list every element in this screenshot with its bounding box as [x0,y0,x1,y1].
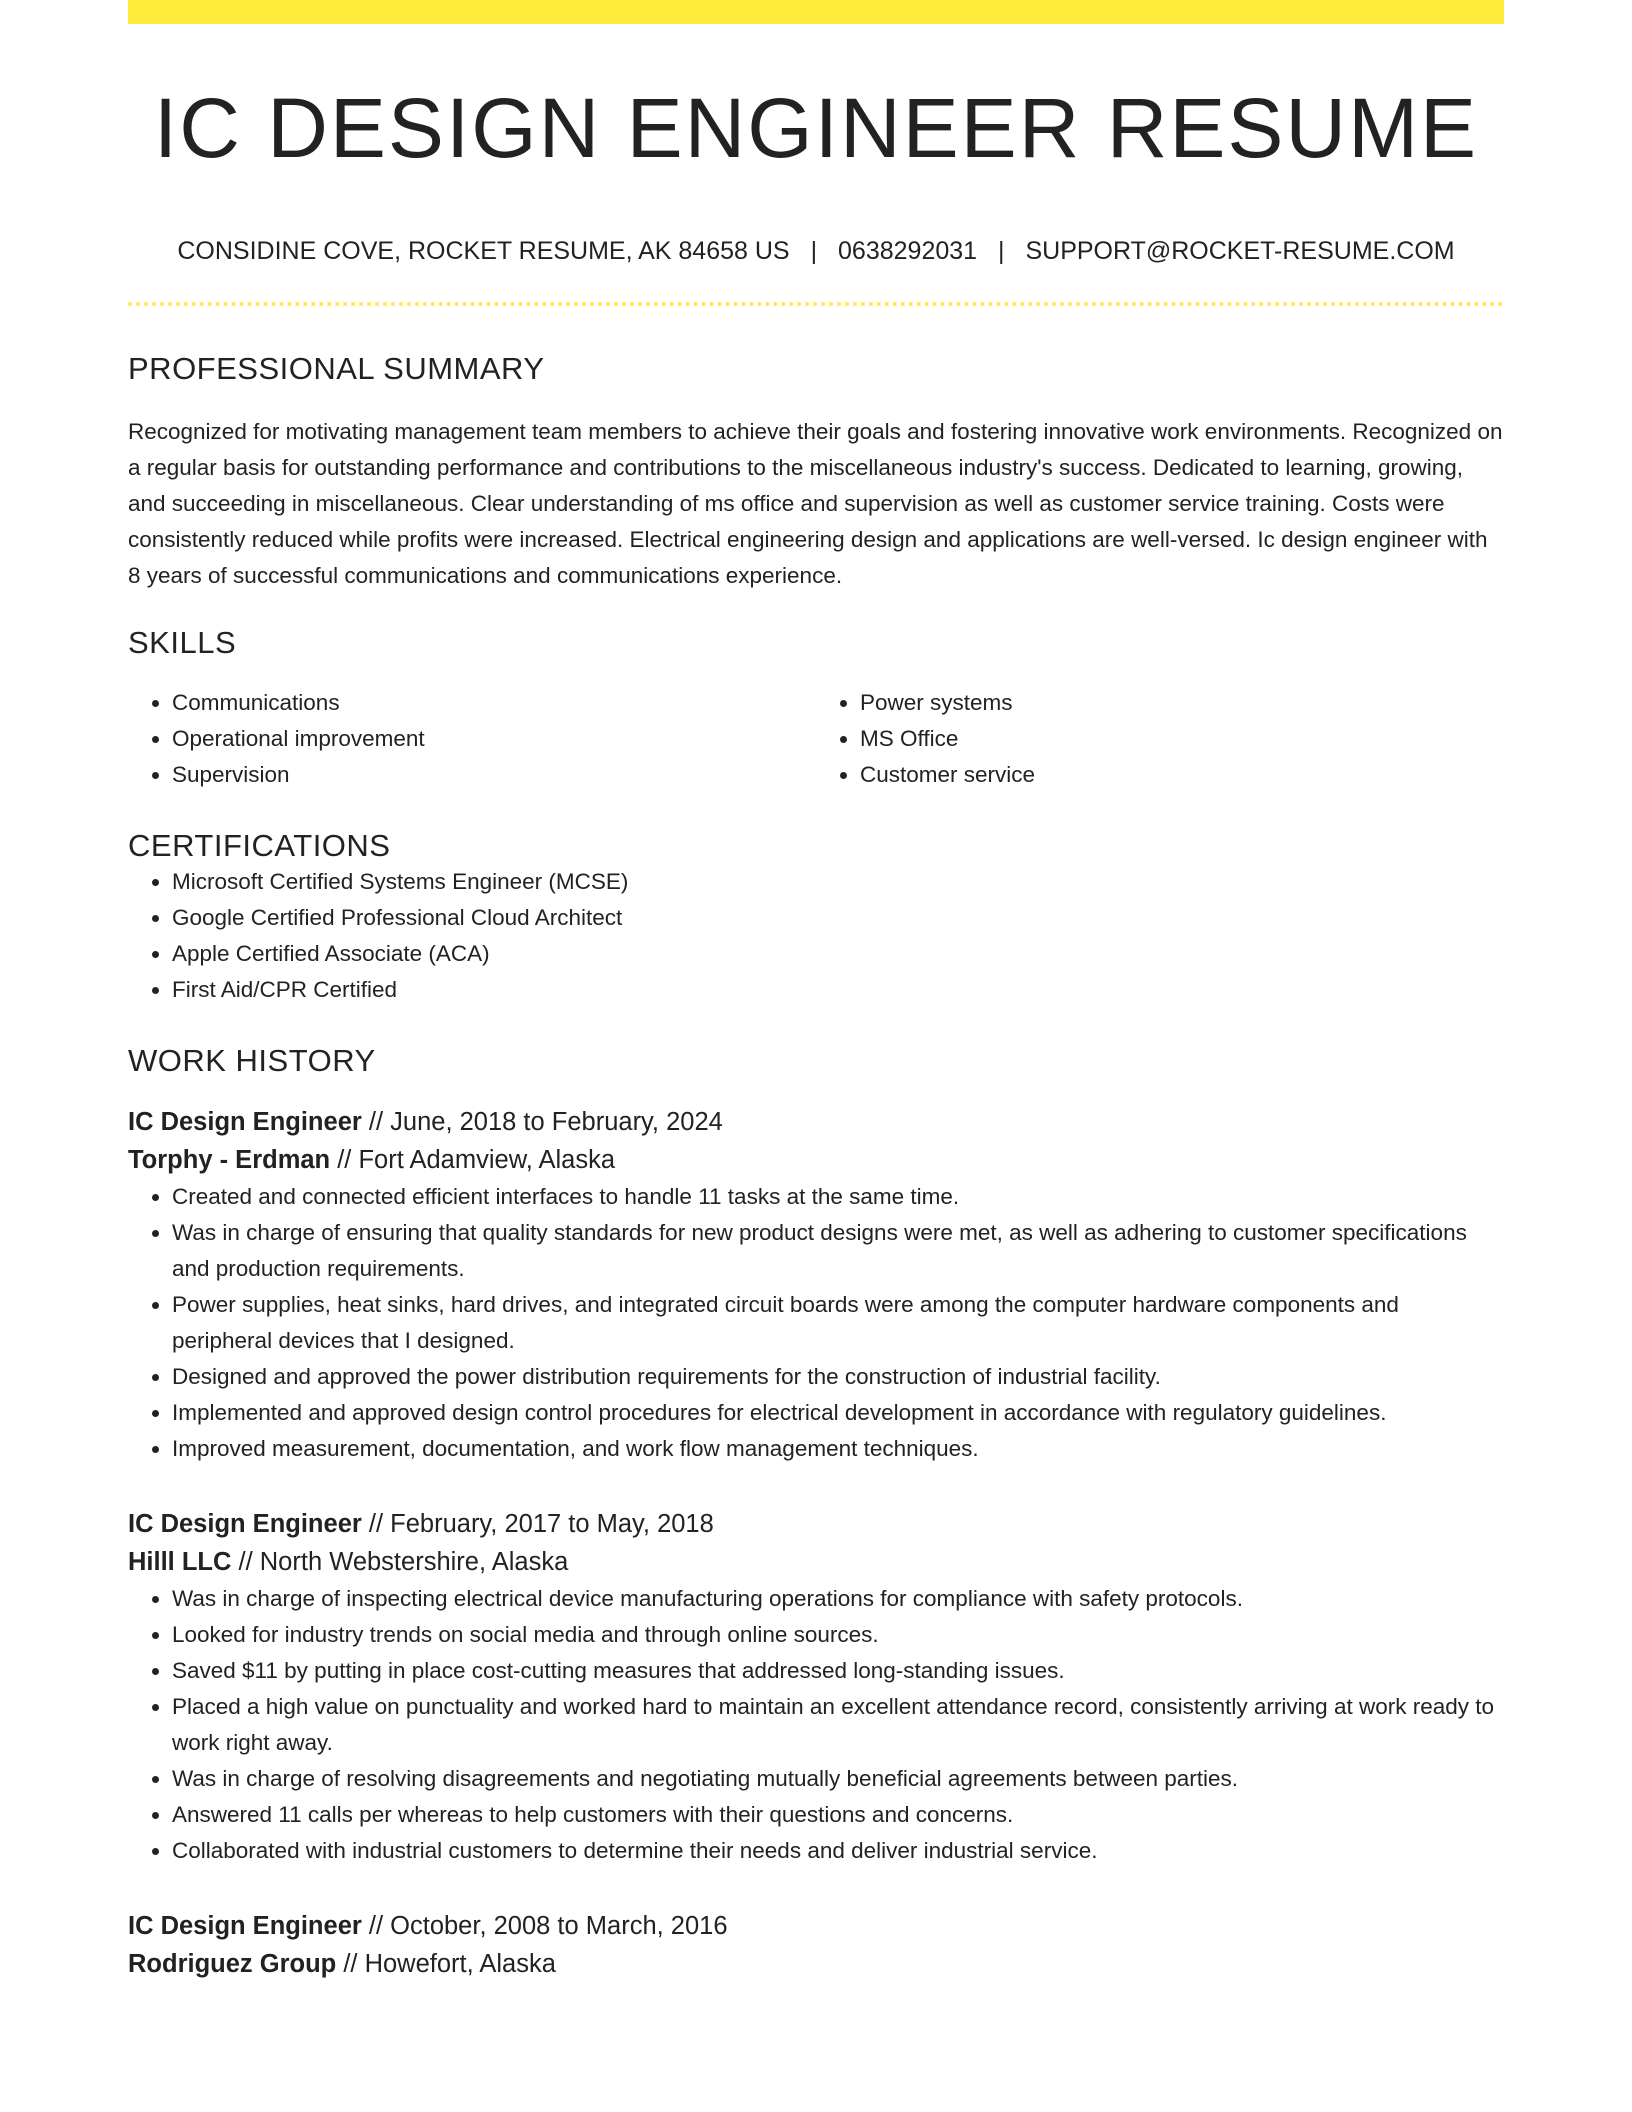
top-accent-bar [128,0,1504,24]
job-bullet: • Implemented and approved design control procedures for electrical development in accordance with regulatory guidelines. [172,1395,1504,1431]
summary-text: Recognized for motivating management team members to achieve their goals and fostering innovative work environments. Recognized on a regular basis for outstanding performance and contributions to the miscellaneous industry's success. Dedicated to learning, growing, and succeeding in miscellaneous. Clear understanding of ms office and supervision as well as customer service training. Costs were consistently reduced while profits were increased. Electrical engineering design and applications are well-versed. Ic design engineer with 8 years of successful communications and communications experience. [128,418,1503,588]
job-location: // North Webstershire, Alaska [238,1548,569,1577]
job-bullet: • Was in charge of inspecting electrical device manufacturing operations for compliance with safety protocols. [172,1581,1504,1617]
skills-right-list [816,685,1504,793]
job-dates: // October, 2008 to March, 2016 [368,1912,728,1941]
skill-item: • Customer service [860,757,1504,793]
job-company: Torphy - Erdman [128,1146,331,1175]
job-title: IC Design Engineer [128,1108,362,1137]
job-bullet: • Created and connected efficient interfaces to handle 11 tasks at the same time. [172,1179,1504,1215]
certification-item: • First Aid/CPR Certified [172,972,1504,1008]
skills-heading: SKILLS [128,624,237,660]
job-title-line [128,1103,1504,1141]
resume-page [128,0,1504,1983]
skills-grid [128,685,1504,793]
job-company-line [128,1543,1504,1581]
contact-separator: | [810,237,818,266]
job-title: IC Design Engineer [128,1510,362,1539]
job-company-line [128,1945,1504,1983]
job-bullet: • Saved $11 by putting in place cost-cutting measures that addressed long-standing issues. [172,1653,1504,1689]
certification-item: • Microsoft Certified Systems Engineer (MCSE) [172,864,1504,900]
job-entry [128,1103,1504,1467]
job-bullet: • Power supplies, heat sinks, hard drives, and integrated circuit boards were among the computer hardware components and peripheral devices that I designed. [172,1287,1504,1359]
certifications-heading: CERTIFICATIONS [128,827,391,863]
job-bullet: • Improved measurement, documentation, and work flow management techniques. [172,1431,1504,1467]
dotted-divider [128,302,1504,306]
job-entry [128,1505,1504,1869]
contact-separator: | [998,237,1005,266]
skills-left-list [128,685,816,793]
work-history-heading: WORK HISTORY [128,1042,376,1078]
job-bullet: • Designed and approved the power distribution requirements for the construction of industrial facility. [172,1359,1504,1395]
job-bullet: • Was in charge of resolving disagreements and negotiating mutually beneficial agreements between parties. [172,1761,1504,1797]
job-bullets [128,1581,1504,1869]
job-dates: // February, 2017 to May, 2018 [368,1510,714,1539]
job-dates: // June, 2018 to February, 2024 [368,1108,723,1137]
job-company: Hilll LLC [128,1548,232,1577]
job-title-line [128,1907,1504,1945]
resume-title: IC DESIGN ENGINEER RESUME [153,81,1479,175]
job-company-line [128,1141,1504,1179]
contact-line [128,236,1504,266]
skill-item: • Power systems [860,685,1504,721]
summary-heading: PROFESSIONAL SUMMARY [128,351,545,387]
job-bullet: • Collaborated with industrial customers to determine their needs and deliver industrial service. [172,1833,1504,1869]
skill-item: • Supervision [172,757,816,793]
contact-email: SUPPORT@ROCKET-RESUME.COM [1025,237,1455,266]
job-title-line [128,1505,1504,1543]
job-bullet: • Answered 11 calls per whereas to help customers with their questions and concerns. [172,1797,1504,1833]
certifications-list [128,864,1504,1008]
job-entry [128,1907,1504,1983]
job-bullet: • Placed a high value on punctuality and worked hard to maintain an excellent attendance record, consistently arriving at work ready to work right away. [172,1689,1504,1761]
job-bullet: • Was in charge of ensuring that quality standards for new product designs were met, as well as adhering to customer specifications and production requirements. [172,1215,1504,1287]
job-bullets [128,1179,1504,1467]
certification-item: • Google Certified Professional Cloud Architect [172,900,1504,936]
contact-address: CONSIDINE COVE, ROCKET RESUME, AK 84658 US [177,237,790,266]
job-location: // Fort Adamview, Alaska [337,1146,616,1175]
job-company: Rodriguez Group [128,1950,337,1979]
skill-item: • Communications [172,685,816,721]
job-title: IC Design Engineer [128,1912,362,1941]
job-bullet: • Looked for industry trends on social media and through online sources. [172,1617,1504,1653]
job-location: // Howefort, Alaska [343,1950,556,1979]
contact-phone: 0638292031 [838,237,978,266]
certification-item: • Apple Certified Associate (ACA) [172,936,1504,972]
skill-item: • Operational improvement [172,721,816,757]
skill-item: • MS Office [860,721,1504,757]
